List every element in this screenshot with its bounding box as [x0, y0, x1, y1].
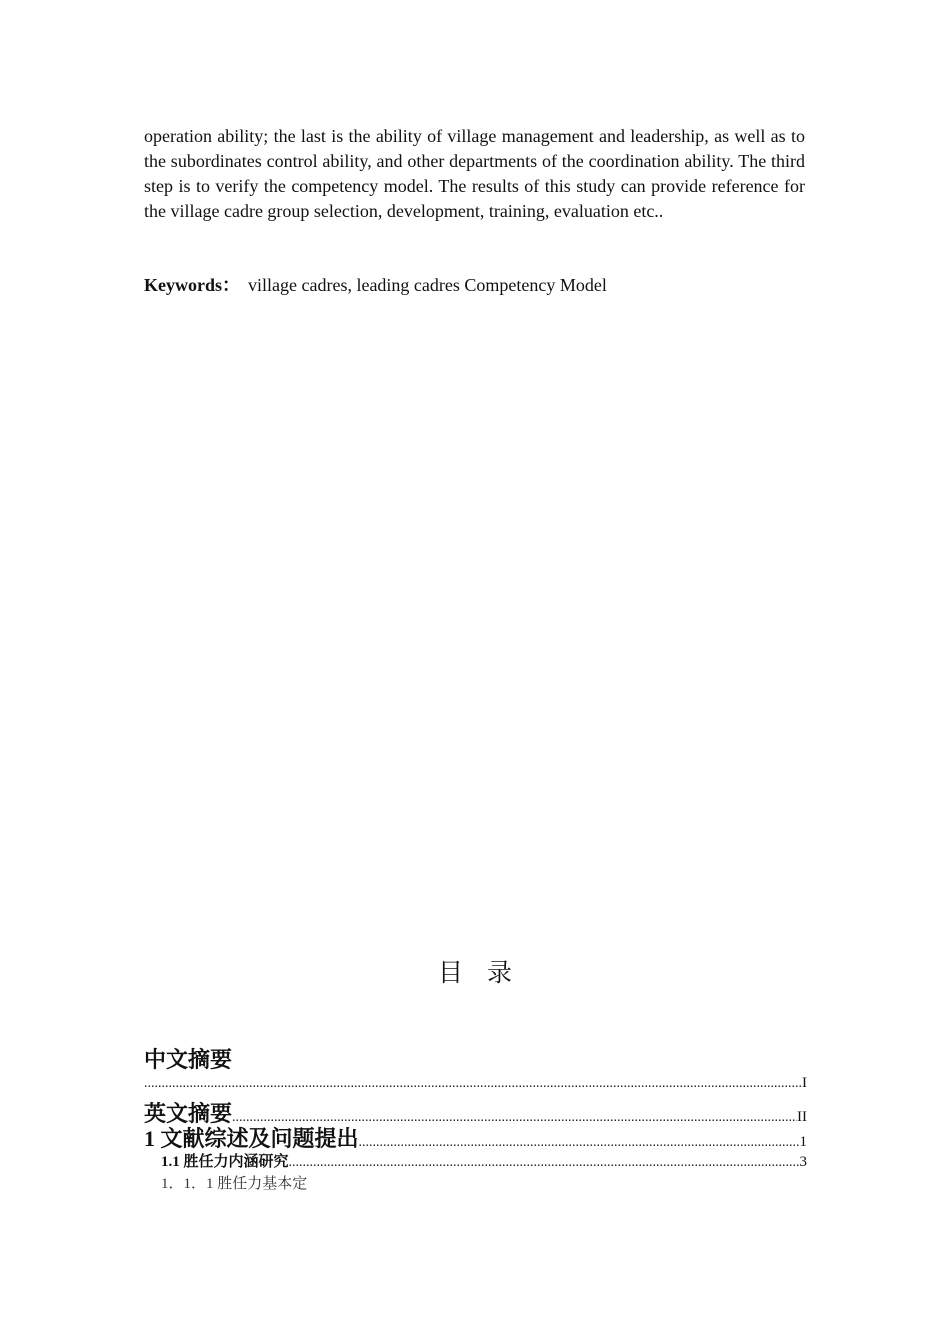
toc-item-label: 1 文献综述及问题提出: [144, 1126, 359, 1151]
toc-item-section-1-1[interactable]: [161, 1150, 807, 1171]
keywords-separator: ：: [222, 275, 240, 295]
toc-page-number: 3: [799, 1154, 807, 1170]
toc-item-chinese-abstract[interactable]: 中文摘要: [144, 1047, 233, 1072]
toc-item-label: 1.1 胜任力内涵研究: [161, 1154, 289, 1170]
toc-dot-leader: [289, 1155, 800, 1171]
toc-dot-leader: [144, 1076, 802, 1092]
toc-dot-leader: [359, 1135, 800, 1151]
toc-item-chapter-1[interactable]: [144, 1122, 807, 1153]
abstract-paragraph: operation ability; the last is the ability of village management and leadership, as well as to the subordinates control ability, and other departments of the coordination ability. The third step is to verify the competency model. The results of this study can provide reference for the village cadre group selection, development, training, evaluation etc..: [144, 126, 805, 221]
toc-item-section-1-1-1[interactable]: 1．1．1 胜任力基本定: [161, 1176, 308, 1192]
toc-page-number: 1: [799, 1134, 807, 1150]
keywords-label: Keywords: [144, 275, 222, 295]
toc-title: 目录: [437, 960, 536, 987]
toc-leader-chinese-abstract: [144, 1075, 807, 1092]
toc-page-number: I: [802, 1075, 807, 1091]
keywords-value: village cadres, leading cadres Competency Model: [248, 275, 607, 295]
toc-page-number: II: [797, 1109, 807, 1125]
toc-item-label: 英文摘要: [144, 1101, 233, 1126]
keywords-line: [144, 273, 805, 298]
